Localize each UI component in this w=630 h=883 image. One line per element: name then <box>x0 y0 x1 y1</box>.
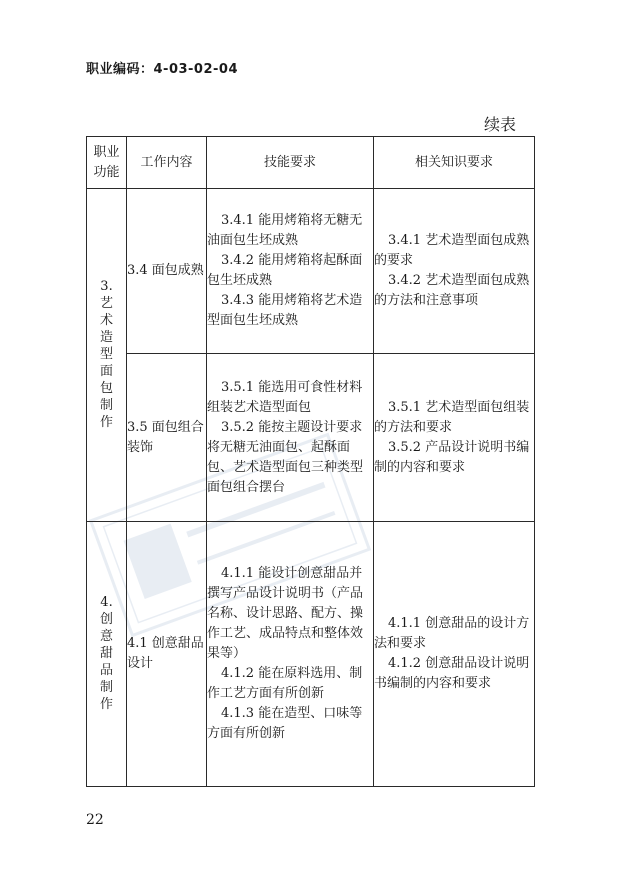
function-vertical-text: 3. 艺 术 造 型 面 包 制 作 <box>99 278 113 430</box>
skill-cell: 3.5.1 能选用可食性材料组装艺术造型面包 3.5.2 能按主题设计要求将无糖无油面包、起酥面包、艺术造型面包三种类型面包组合摆台 <box>207 354 374 522</box>
column-header-work: 工作内容 <box>127 137 207 189</box>
table-row <box>87 189 535 354</box>
function-cell <box>87 522 127 787</box>
function-vertical-text: 4. 创 意 甜 品 制 作 <box>99 594 113 712</box>
table-row <box>87 522 535 787</box>
occupation-code: 职业编码：4-03-02-04 <box>86 62 239 77</box>
continued-label: 续表 <box>484 115 517 134</box>
page-number: 22 <box>86 812 104 828</box>
column-header-function: 职业 功能 <box>87 137 127 189</box>
function-cell <box>87 189 127 522</box>
work-content-cell: 4.1 创意甜品设计 <box>127 522 207 787</box>
skill-cell: 3.4.1 能用烤箱将无糖无油面包生坯成熟 3.4.2 能用烤箱将起酥面包生坯成熟 3.4.3 能用烤箱将艺术造型面包生坯成熟 <box>207 189 374 354</box>
table-header-row <box>87 137 535 189</box>
table-row <box>87 354 535 522</box>
column-header-knowledge: 相关知识要求 <box>374 137 535 189</box>
skill-requirements-table <box>86 136 535 787</box>
knowledge-cell: 4.1.1 创意甜品的设计方法和要求 4.1.2 创意甜品设计说明书编制的内容和要求 <box>374 522 535 787</box>
knowledge-cell: 3.4.1 艺术造型面包成熟的要求 3.4.2 艺术造型面包成熟的方法和注意事项 <box>374 189 535 354</box>
skill-cell: 4.1.1 能设计创意甜品并撰写产品设计说明书（产品名称、设计思路、配方、操作工艺、成品特点和整体效果等） 4.1.2 能在原料选用、制作工艺方面有所创新 4.1.3 能在造型、口味等方面有所创新 <box>207 522 374 787</box>
work-content-cell: 3.5 面包组合装饰 <box>127 354 207 522</box>
knowledge-cell: 3.5.1 艺术造型面包组装的方法和要求 3.5.2 产品设计说明书编制的内容和要求 <box>374 354 535 522</box>
column-header-skill: 技能要求 <box>207 137 374 189</box>
work-content-cell: 3.4 面包成熟 <box>127 189 207 354</box>
